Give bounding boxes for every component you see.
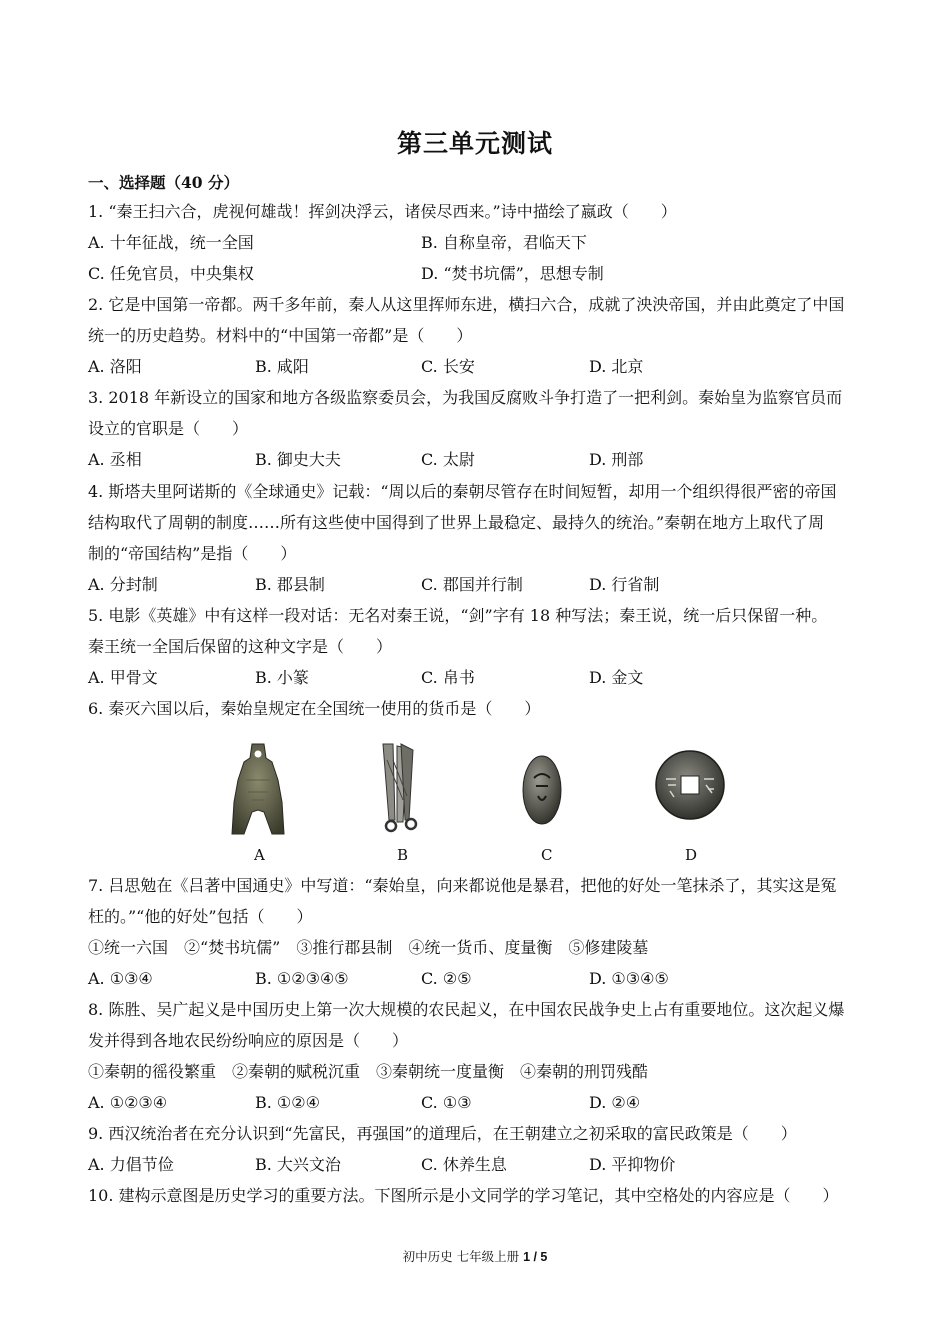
ant-nose-coin-image: [518, 752, 566, 830]
question-5-stem-cont: 秦王统一全国后保留的这种文字是（ ）: [88, 637, 393, 656]
question-1-stem: 1. “秦王扫六合，虎视何雄哉！挥剑决浮云，诸侯尽西来。”诗中描绘了嬴政（ ）: [88, 202, 677, 221]
q7-option-a: A. ①③④: [88, 969, 153, 988]
question-8-stem-cont: 发并得到各地农民纷纷响应的原因是（ ）: [88, 1031, 409, 1050]
question-2-stem-cont: 统一的历史趋势。材料中的“中国第一帝都”是（ ）: [88, 326, 473, 345]
q5-option-a: A. 甲骨文: [88, 668, 158, 687]
coin-label-c: C: [541, 846, 553, 864]
q5-option-b: B. 小篆: [255, 668, 309, 687]
coin-label-d: D: [685, 846, 698, 864]
footer-text: 初中历史 七年级上册: [402, 1249, 524, 1264]
q7-option-b: B. ①②③④⑤: [255, 969, 349, 988]
section-heading: 一、选择题（40 分）: [88, 173, 239, 192]
q2-option-c: C. 长安: [421, 357, 475, 376]
question-6-stem: 6. 秦灭六国以后，秦始皇规定在全国统一使用的货币是（ ）: [88, 699, 541, 718]
question-5-stem: 5. 电影《英雄》中有这样一段对话：无名对秦王说，“剑”字有 18 种写法；秦王说，统一后只保留一种。: [88, 606, 828, 625]
q3-option-b: B. 御史大夫: [255, 450, 341, 469]
q1-option-c: C. 任免官员，中央集权: [88, 264, 254, 283]
coin-label-b: B: [397, 846, 409, 864]
q5-option-c: C. 帛书: [421, 668, 475, 687]
q4-option-b: B. 郡县制: [255, 575, 325, 594]
q3-option-a: A. 丞相: [88, 450, 142, 469]
q1-option-d: D. “焚书坑儒”，思想专制: [421, 264, 604, 283]
page-number: 1 / 5: [523, 1250, 548, 1264]
page-footer: [0, 1247, 950, 1265]
q2-option-b: B. 咸阳: [255, 357, 309, 376]
question-8-items: ①秦朝的徭役繁重 ②秦朝的赋税沉重 ③秦朝统一度量衡 ④秦朝的刑罚残酷: [88, 1062, 649, 1081]
q8-option-a: A. ①②③④: [88, 1093, 168, 1112]
question-4-stem-cont: 结构取代了周朝的制度……所有这些使中国得到了世界上最稳定、最持久的统治。”秦朝在地方上取代了周: [88, 513, 825, 532]
q4-option-c: C. 郡国并行制: [421, 575, 523, 594]
q9-option-b: B. 大兴文治: [255, 1155, 341, 1174]
question-7-stem: 7. 吕思勉在《吕著中国通史》中写道：“秦始皇，向来都说他是暴君，把他的好处一笔抹杀了，其实这是冤: [88, 876, 837, 895]
question-9-stem: 9. 西汉统治者在充分认识到“先富民，再强国”的道理后，在王朝建立之初采取的富民政策是（ ）: [88, 1124, 797, 1143]
q1-option-a: A. 十年征战，统一全国: [88, 233, 254, 252]
q1-option-b: B. 自称皇帝，君临天下: [421, 233, 587, 252]
q4-option-d: D. 行省制: [589, 575, 660, 594]
q3-option-c: C. 太尉: [421, 450, 475, 469]
question-3-stem: 3. 2018 年新设立的国家和地方各级监察委员会，为我国反腐败斗争打造了一把利剑。秦始皇为监察官员而: [88, 388, 843, 407]
question-7-stem-cont: 枉的。”“他的好处”包括（ ）: [88, 907, 313, 926]
q5-option-d: D. 金文: [589, 668, 644, 687]
coin-label-a: A: [254, 846, 265, 864]
question-10-stem: 10. 建构示意图是历史学习的重要方法。下图所示是小文同学的学习笔记，其中空格处的内容应是（ ）: [88, 1186, 839, 1205]
q3-option-d: D. 刑部: [589, 450, 644, 469]
question-2-stem: 2. 它是中国第一帝都。两千多年前，秦人从这里挥师东进，横扫六合，成就了泱泱帝国，并由此奠定了中国: [88, 295, 845, 314]
spade-coin-image: [226, 740, 290, 838]
q7-option-c: C. ②⑤: [421, 969, 472, 988]
question-4-stem: 4. 斯塔夫里阿诺斯的《全球通史》记载：“周以后的秦朝尽管存在时间短暂，却用一个组织得很严密的帝国: [88, 482, 837, 501]
question-8-stem: 8. 陈胜、吴广起义是中国历史上第一次大规模的农民起义，在中国农民战争史上占有重要地位。这次起义爆: [88, 1000, 845, 1019]
q9-option-a: A. 力倡节俭: [88, 1155, 174, 1174]
q8-option-d: D. ②④: [589, 1093, 641, 1112]
question-3-stem-cont: 设立的官职是（ ）: [88, 419, 249, 438]
knife-coin-image: [373, 740, 423, 838]
q7-option-d: D. ①③④⑤: [589, 969, 669, 988]
q8-option-c: C. ①③: [421, 1093, 472, 1112]
q9-option-c: C. 休养生息: [421, 1155, 507, 1174]
q2-option-d: D. 北京: [589, 357, 644, 376]
question-7-items: ①统一六国 ②“焚书坑儒” ③推行郡县制 ④统一货币、度量衡 ⑤修建陵墓: [88, 938, 649, 957]
q9-option-d: D. 平抑物价: [589, 1155, 676, 1174]
q4-option-a: A. 分封制: [88, 575, 158, 594]
banliang-coin-image: [654, 749, 726, 821]
q2-option-a: A. 洛阳: [88, 357, 142, 376]
q8-option-b: B. ①②④: [255, 1093, 320, 1112]
question-4-stem-cont2: 制的“帝国结构”是指（ ）: [88, 544, 297, 563]
page-title: 第三单元测试: [396, 129, 553, 158]
